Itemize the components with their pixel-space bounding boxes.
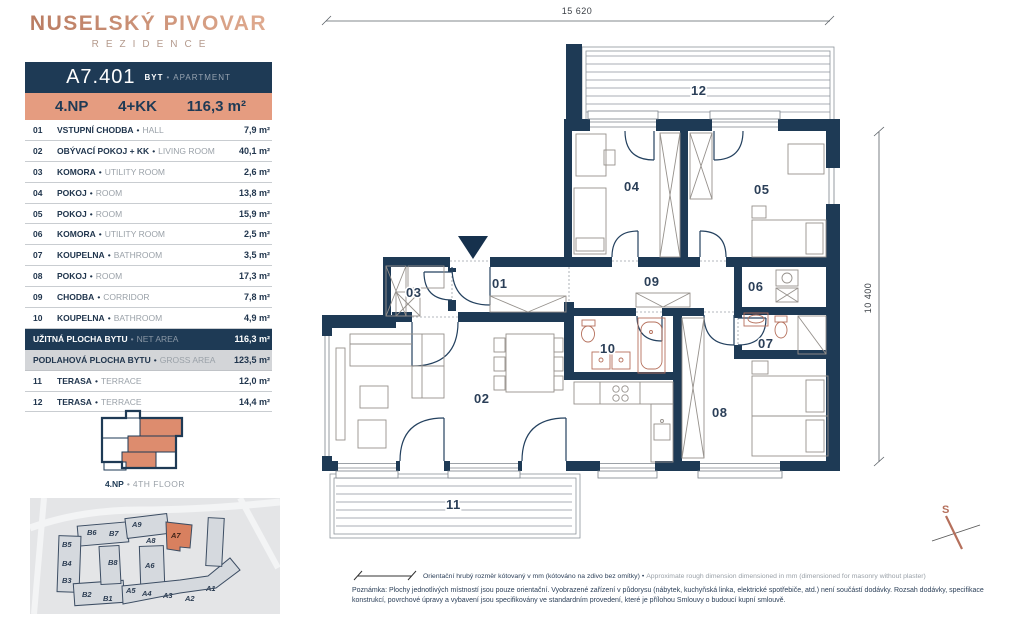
table-row: 02 OBÝVACÍ POKOJ + KK • LIVING ROOM 40,1 m²: [25, 141, 272, 162]
room-labels: [406, 83, 773, 512]
unit-floor: 4.NP: [55, 98, 89, 115]
building-label: A3: [163, 591, 173, 600]
brand-logo: [25, 12, 272, 50]
floor-caption: 4.NP • 4TH FLOOR: [104, 479, 186, 489]
room-label: 06: [748, 279, 764, 294]
dimension-top: [322, 16, 834, 25]
building-label: A6: [145, 561, 155, 570]
dimension-width-label: 15 620: [561, 6, 593, 16]
room-area-table: [25, 120, 272, 412]
site-map-drawing: [30, 498, 280, 614]
building-label: A8: [146, 536, 156, 545]
building-label-highlight: A7: [171, 531, 181, 540]
gross-area-row: PODLAHOVÁ PLOCHA BYTU • GROSS AREA 123,5 m²: [25, 350, 272, 371]
unit-code: A7.401: [66, 66, 136, 88]
table-row: 08 POKOJ • ROOM 17,3 m²: [25, 266, 272, 287]
room-label: 12: [691, 83, 707, 98]
room-label: 02: [474, 391, 490, 406]
room-label: 05: [754, 182, 770, 197]
legal-note: Poznámka: Plochy jednotlivých místností jsou pouze orientační. Vyobrazené zařízení v půdorysu (nábytek, kuchyňská linka, elektrické spotřebiče, atd.) není součástí dodávky. Rozsah dodávky, specifikace konstrukcí, povrchové úpravy a vybavení jsou specifikovány ve standardním provedení, které je přílohou Smlouvy o budoucí kupní smlouvě.: [352, 587, 984, 604]
room-label: 11: [446, 497, 461, 512]
building-label: A1: [206, 584, 216, 593]
dimension-right: [874, 127, 884, 466]
windows: [325, 111, 834, 478]
table-row: 06 KOMORA • UTILITY ROOM 2,5 m²: [25, 224, 272, 245]
table-row: 12 TERASA • TERRACE 14,4 m²: [25, 392, 272, 413]
room-label: 01: [492, 276, 508, 291]
room-label: 07: [758, 336, 774, 351]
building-label: A5: [126, 586, 136, 595]
building-label: A9: [132, 520, 142, 529]
table-row: 10 KOUPELNA • BATHROOM 4,9 m²: [25, 308, 272, 329]
unit-type: BYT • APARTMENT: [144, 73, 231, 82]
building-label: B8: [108, 558, 118, 567]
room-label: 04: [624, 179, 640, 194]
unit-disposition: 4+KK: [118, 98, 157, 115]
floor-thumbnail: [92, 406, 192, 481]
unit-area: 116,3 m²: [186, 98, 246, 115]
building-label: B5: [62, 540, 72, 549]
entrance-arrow: [458, 236, 488, 259]
unit-code-bar: [25, 62, 272, 93]
room-label: 08: [712, 405, 728, 420]
brand-name: NUSELSKÝ PIVOVAR: [25, 12, 272, 36]
table-row: 09 CHODBA • CORRIDOR 7,8 m²: [25, 287, 272, 308]
compass-north-label: S: [942, 504, 950, 516]
building-label: B3: [62, 576, 72, 585]
table-row: 05 POKOJ • ROOM 15,9 m²: [25, 204, 272, 225]
building-label: A4: [142, 589, 152, 598]
room-label: 10: [600, 341, 616, 356]
table-row: 03 KOMORA • UTILITY ROOM 2,6 m²: [25, 162, 272, 183]
table-row: 11 TERASA • TERRACE 12,0 m²: [25, 371, 272, 392]
table-row: 07 KOUPELNA • BATHROOM 3,5 m²: [25, 245, 272, 266]
dimension-icon: [352, 568, 418, 582]
table-row: 04 POKOJ • ROOM 13,8 m²: [25, 183, 272, 204]
building-label: B2: [82, 590, 92, 599]
room-label: 03: [406, 285, 422, 300]
table-row: 01 VSTUPNÍ CHODBA • HALL 7,9 m²: [25, 120, 272, 141]
building-label: B7: [109, 529, 119, 538]
building-label: B1: [103, 594, 113, 603]
room-label: 09: [644, 274, 660, 289]
compass: [932, 504, 980, 549]
dimension-note: Orientační hrubý rozměr kótovaný v mm (kótováno na zdivo bez omítky) • Approximate rough dimension dimensioned in mm (dimensioned for masonry without plaster): [352, 568, 1014, 582]
site-map: [30, 498, 280, 614]
floor-plan: [320, 0, 1024, 565]
unit-spec-bar: [25, 93, 272, 120]
net-area-row: UŽITNÁ PLOCHA BYTU • NET AREA 116,3 m²: [25, 329, 272, 350]
building-label: B6: [87, 528, 97, 537]
building-label: A2: [185, 594, 195, 603]
dimension-height-label: 10 400: [863, 282, 873, 314]
brand-subtitle: REZIDENCE: [91, 39, 213, 50]
building-label: B4: [62, 559, 72, 568]
